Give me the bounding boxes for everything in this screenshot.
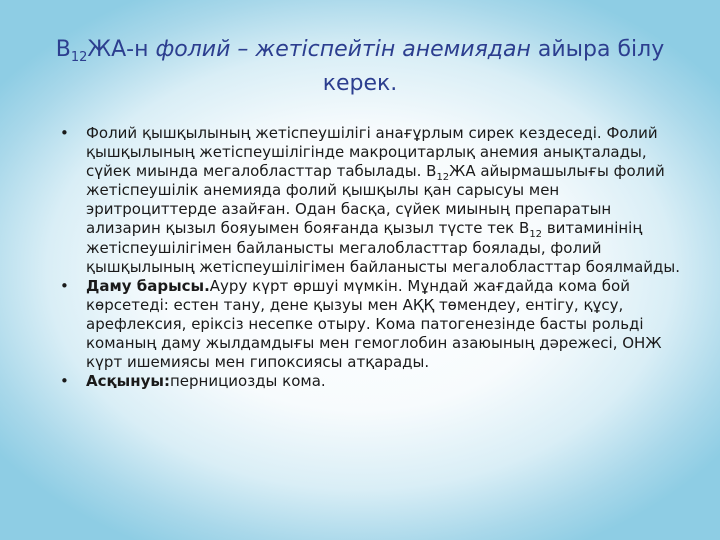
title-subscript: 12	[70, 50, 88, 65]
bullet-label: Даму барысы.	[86, 276, 210, 295]
bullet-text: пернициозды кома.	[169, 372, 326, 391]
title-suffix: айыра білу керек.	[322, 37, 665, 96]
title-prefix: B	[55, 37, 71, 62]
subscript: 12	[436, 172, 450, 184]
slide-title	[40, 33, 680, 101]
bullet-list	[60, 124, 688, 391]
title-after-subscript: ЖА-н	[87, 37, 156, 62]
bullet-item-complications	[60, 372, 688, 391]
bullet-item-folate-deficiency	[60, 124, 688, 277]
bullet-text: Ауру күрт өршуі мүмкін. Мұндай жағдайда кома бой көрсетеді: естен тану, дене қызуы мен АҚҚ төмендеу, ентігу, құсу, арефлексия, еріксіз несепке отыру. Кома патогенезінде басты рольді команың даму жылдамдығы мен гемоглобин азаюының дәрежесі, ОНЖ күрт ишемиясы мен гипоксиясы атқарады.	[86, 276, 662, 372]
bullet-text-part: Фолий қышқылының жетіспеушілігі анағұрлым сирек кездеседі. Фолий қышқылының жетіспеушілігінде макроцитарлық анемия анықталады, сүйек миында мегалобласттар табылады. B	[86, 124, 658, 181]
bullet-icon: •	[60, 276, 69, 295]
bullet-item-course	[60, 277, 688, 372]
subscript: 12	[529, 229, 543, 241]
bullet-text-part: витаминінің жетіспеушілігімен байланысты мегалобласттар боялады, фолий қышқылының жетіспеушілігімен байланысты мегалобласттар боялмайды.	[86, 219, 681, 276]
bullet-label: Асқынуы:	[86, 372, 170, 391]
bullet-icon: •	[60, 124, 69, 142]
bullet-text-part: ЖА айырмашылығы фолий жетіспеушілік анемияда фолий қышқылы қан сарысуы мен эритроциттерде азайған. Одан басқа, сүйек миының препаратын ализарин қызыл бояуымен бояғанда қызыл түсте тек B	[86, 162, 665, 238]
bullet-icon: •	[60, 372, 69, 391]
title-italic-text: фолий – жетіспейтін анемиядан	[155, 37, 531, 62]
